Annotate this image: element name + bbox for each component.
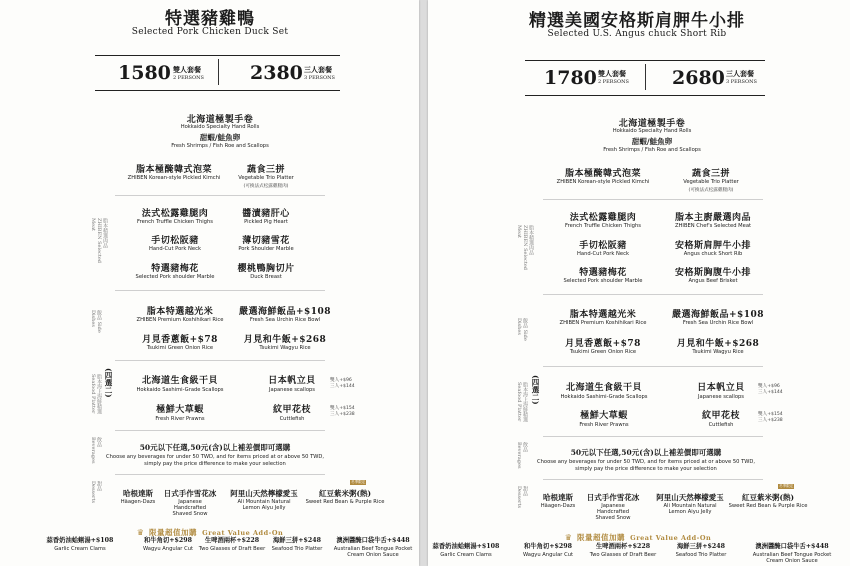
meat-item: 法式松露雞腿肉	[141, 209, 209, 219]
side-label-rice: 飯品 Side Dishes	[90, 310, 102, 333]
seafood-item-en: Japanese scallops	[269, 387, 315, 393]
seafood-item-en: Fresh River Prawns	[579, 422, 629, 428]
hand-roll-sub-en: Fresh Shrimps / Fish Roe and Scallops	[603, 147, 701, 153]
beverage-note: simply pay the price difference to make your selection	[575, 466, 717, 472]
seafood-item-en: Japanese scallops	[698, 394, 744, 400]
dessert-item-en: Häagen-Dazs	[120, 499, 156, 505]
meat-item-en: Angus Beef Brisket	[688, 278, 738, 284]
divider	[543, 294, 763, 295]
hand-roll-sub: 甜蝦/鮭魚卵	[199, 133, 241, 142]
divider	[115, 430, 325, 431]
kimchi-title: 脂本極醃韓式泡菜	[135, 165, 213, 175]
dessert-item: 哈根達斯	[123, 489, 153, 498]
divider	[115, 474, 325, 475]
seafood-item: 北海道生食級干貝	[565, 383, 643, 393]
addon-item-en: Garlic Cream Clams	[440, 552, 492, 558]
rice-item-en: ZHIBEN Premium Koshihikari Rice	[559, 320, 647, 326]
meat-item-en: Selected Pork shoulder Marble	[135, 274, 215, 280]
addon-item: 生啤酒兩杯+$228	[595, 543, 651, 550]
dessert-item-en: Sweet Red Bean & Purple Rice	[305, 499, 385, 505]
rice-item: 嚴選海鮮飯品+$108	[238, 307, 332, 317]
divider	[115, 360, 325, 361]
hand-roll-en: Hokkaido Specialty Hand Rolls	[180, 124, 260, 130]
addon-item: 澳洲醬醃口袋牛舌+$448	[336, 537, 410, 544]
side-label-meat: 脂本精選肉品 ZHIBEN Selected Meat	[516, 225, 534, 271]
divider	[543, 436, 763, 437]
addon-title: 限量超值加購	[577, 533, 626, 542]
crown-icon: ♛	[564, 533, 572, 542]
seafood-item: 北海道生食級干貝	[141, 376, 219, 386]
addon-item: 蒜香奶油蛤蜊湯+$108	[46, 537, 114, 544]
dessert-item: 日式手作雪花冰	[586, 493, 640, 502]
beverage-note: Choose any beverages for under 50 TWD, and for items priced at or above 50 TWD,	[536, 459, 756, 465]
dessert-item: 日式手作雪花冰	[163, 489, 217, 498]
rice-item-en: Tsukimi Wagyu Rice	[692, 349, 744, 355]
seafood-item: 紋甲花枝	[701, 411, 741, 421]
rice-item: 月見和牛飯+$268	[243, 335, 327, 345]
seafood-item: 極鮮大草蝦	[580, 411, 628, 421]
seafood-surcharge: 雙人+$96 三人+$144	[758, 384, 783, 395]
dessert-item-en: Sweet Red Bean & Purple Rice	[728, 503, 808, 509]
price-3p-label: 三人套餐	[726, 69, 754, 78]
side-label-rice: 飯品 Side Dishes	[516, 318, 528, 341]
divider	[543, 199, 763, 200]
seafood-item: 日本帆立貝	[697, 383, 745, 393]
veg-title: 蔬食三拼	[691, 169, 731, 179]
side-label-beverage: 飲品 Beverages	[516, 442, 528, 469]
meat-item: 安格斯胸腹牛小排	[674, 268, 752, 278]
side-label-dessert: 甜品 Desserts	[516, 486, 528, 509]
meat-item-en: Selected Pork shoulder Marble	[563, 278, 643, 284]
veg-note: (可換法式松露雞腿肉)	[688, 188, 734, 193]
rice-item: 脂本特選越光米	[569, 310, 637, 320]
dessert-item: 阿里山天然檸檬愛玉	[230, 489, 298, 498]
page-title: 特選豬雞鴨	[165, 9, 255, 29]
meat-item-en: Hand-Cut Pork Neck	[577, 251, 629, 257]
price-divider	[645, 64, 646, 90]
seasonal-badge: 冬季限定	[351, 480, 366, 484]
price-3p: 2380	[250, 62, 303, 84]
rice-item: 脂本特選越光米	[146, 307, 214, 317]
veg-title: 蔬食三拼	[246, 165, 286, 175]
meat-item: 安格斯肩胛牛小排	[674, 241, 752, 251]
addon-title-en: Great Value Add-On	[202, 529, 284, 537]
seafood-item-en: Hokkaido Sashimi-Grade Scallops	[560, 394, 648, 400]
veg-en: Vegetable Trio Platter	[238, 175, 294, 181]
meat-item: 櫻桃鴨胸切片	[237, 264, 295, 274]
price-3p: 2680	[672, 67, 725, 89]
page-subtitle: Selected U.S. Angus chuck Short Rib	[547, 29, 727, 39]
addon-title: 限量超值加購	[149, 528, 198, 537]
meat-item: 特選豬梅花	[151, 264, 199, 274]
meat-item-en: ZHIBEN Chef's Selected Meat	[674, 223, 752, 229]
kimchi-title: 脂本極醃韓式泡菜	[564, 169, 642, 179]
seafood-item: 紋甲花枝	[272, 405, 312, 415]
addon-item: 生啤酒兩杯+$228	[204, 537, 260, 544]
page-subtitle: Selected Pork Chicken Duck Set	[131, 27, 289, 37]
divider	[543, 479, 763, 480]
price-2p-label: 雙人套餐	[598, 69, 626, 78]
addon-item: 和牛角切+$298	[524, 543, 572, 550]
price-3p-en: 3 PERSONS	[304, 75, 335, 81]
menu-page-right	[428, 0, 850, 566]
addon-item: 蒜香奶油蛤蜊湯+$108	[432, 543, 500, 550]
addon-item: 海鮮三拼+$248	[273, 537, 321, 544]
meat-item: 特選豬梅花	[579, 268, 627, 278]
meat-item: 薄切豬雪花	[242, 236, 290, 246]
dessert-item-en: Ali Mountain Natural Lemon Aiyu Jelly	[663, 503, 717, 515]
dessert-item-en: Japanese Handcrafted Shaved Snow	[595, 503, 631, 521]
rice-item-en: Fresh Sea Urchin Rice Bowl	[249, 317, 321, 323]
side-label-meat: 脂本精選肉品 ZHIBEN Selected Meat	[90, 218, 108, 264]
price-2p-en: 2 PERSONS	[598, 79, 629, 85]
meat-item-en: Pork Shoulder Marble	[238, 246, 294, 252]
veg-note: (可換法式松露雞腿肉)	[243, 184, 289, 189]
hand-roll-sub: 甜蝦/鮭魚卵	[631, 137, 673, 146]
crown-icon: ♛	[136, 528, 144, 537]
price-2p: 1780	[544, 67, 597, 89]
addon-item-en: Garlic Cream Clams	[54, 546, 106, 552]
divider	[115, 195, 325, 196]
meat-item-en: French Truffle Chicken Thighs	[137, 219, 213, 225]
seasonal-badge: 冬季限定	[779, 484, 794, 488]
menu-page-left	[0, 0, 419, 566]
seafood-surcharge: 雙人+$154 三人+$238	[758, 412, 783, 423]
seafood-surcharge: 雙人+$154 三人+$238	[330, 406, 355, 417]
dessert-item: 紅豆紫米粥(熱)	[318, 489, 372, 498]
dessert-item-en: Ali Mountain Natural Lemon Aiyu Jelly	[237, 499, 291, 511]
seafood-item: 極鮮大草蝦	[156, 405, 204, 415]
seafood-item-en: Cuttlefish	[708, 422, 734, 428]
meat-item: 脂本主廚嚴選肉品	[674, 213, 752, 223]
meat-item: 手切松阪豬	[151, 236, 199, 246]
seafood-item: 日本帆立貝	[268, 376, 316, 386]
hand-roll-en: Hokkaido Specialty Hand Rolls	[612, 128, 692, 134]
seafood-surcharge: 雙人+$96 三人+$144	[330, 378, 355, 389]
addon-item: 和牛角切+$298	[144, 537, 192, 544]
meat-item-en: French Truffle Chicken Thighs	[565, 223, 641, 229]
hand-roll-title: 北海道極製手卷	[186, 115, 254, 125]
addon-item-en: Wagyu Angular Cut	[142, 546, 194, 552]
kimchi-en: ZHIBEN Korean-style Pickled Kimchi	[556, 179, 650, 185]
meat-item: 醬漬豬肝心	[242, 209, 290, 219]
addon-title-en: Great Value Add-On	[630, 534, 712, 542]
kimchi-en: ZHIBEN Korean-style Pickled Kimchi	[127, 175, 221, 181]
rice-item-en: Tsukimi Green Onion Rice	[569, 349, 637, 355]
meat-item-en: Duck Breast	[250, 274, 282, 280]
page-title: 精選美國安格斯肩胛牛小排	[529, 11, 745, 31]
addon-item-en: Two Glasses of Draft Beer	[589, 552, 657, 558]
side-label-seafood: 脂本海上海鮮精選 Seafood Platter	[90, 374, 102, 414]
dessert-item: 哈根達斯	[543, 493, 573, 502]
addon-item: 澳洲醬醃口袋牛舌+$448	[755, 543, 829, 550]
rice-item: 嚴選海鮮飯品+$108	[671, 310, 765, 320]
seafood-item-en: Hokkaido Sashimi-Grade Scallops	[136, 387, 224, 393]
addon-item-en: Wagyu Angular Cut	[522, 552, 574, 558]
side-label-seafood: 脂本海上海鮮精選 Seafood Platter	[516, 382, 528, 422]
rice-item: 月見香蔥飯+$78	[565, 339, 641, 349]
seafood-tag: (四選二)	[531, 375, 540, 405]
beverage-title: 50元以下任選,50元(含)以上補差價即可選購	[570, 448, 722, 457]
addon-item-en: Seafood Trio Platter	[675, 552, 727, 558]
rice-item-en: Tsukimi Wagyu Rice	[259, 345, 311, 351]
meat-item-en: Angus chuck Short Rib	[683, 251, 743, 257]
price-3p-label: 三人套餐	[304, 65, 332, 74]
price-2p-label: 雙人套餐	[173, 65, 201, 74]
price-2p-en: 2 PERSONS	[173, 75, 204, 81]
addon-item-en: Two Glasses of Draft Beer	[198, 546, 266, 552]
beverage-note: Choose any beverages for under 50 TWD, and for items priced at or above 50 TWD,	[105, 454, 325, 460]
dessert-item: 阿里山天然檸檬愛玉	[656, 493, 724, 502]
side-label-beverage: 飲品 Beverages	[90, 437, 102, 464]
meat-item-en: Hand-Cut Pork Neck	[149, 246, 201, 252]
price-divider	[218, 59, 219, 85]
beverage-note: simply pay the price difference to make your selection	[144, 461, 286, 467]
addon-item-en: Australian Beef Tongue Pocket Cream Onion Sauce	[752, 552, 832, 564]
addon-item-en: Seafood Trio Platter	[271, 546, 323, 552]
dessert-item-en: Häagen-Dazs	[540, 503, 576, 509]
rice-item-en: Fresh Sea Urchin Rice Bowl	[682, 320, 754, 326]
meat-item-en: Pickled Pig Heart	[244, 219, 288, 225]
seafood-item-en: Cuttlefish	[279, 416, 305, 422]
veg-en: Vegetable Trio Platter	[683, 179, 739, 185]
seafood-item-en: Fresh River Prawns	[155, 416, 205, 422]
hand-roll-sub-en: Fresh Shrimps / Fish Roe and Scallops	[171, 143, 269, 149]
meat-item: 手切松阪豬	[579, 241, 627, 251]
meat-item: 法式松露雞腿肉	[569, 213, 637, 223]
side-label-dessert: 甜品 Desserts	[90, 481, 102, 504]
dessert-item-en: Japanese Handcrafted Shaved Snow	[172, 499, 208, 517]
rice-item-en: Tsukimi Green Onion Rice	[146, 345, 214, 351]
seafood-tag: (四選二)	[104, 368, 113, 398]
divider	[115, 290, 325, 291]
hand-roll-title: 北海道極製手卷	[618, 119, 686, 129]
price-2p: 1580	[118, 62, 171, 84]
addon-item-en: Australian Beef Tongue Pocket Cream Onion Sauce	[333, 546, 413, 558]
rice-item-en: ZHIBEN Premium Koshihikari Rice	[136, 317, 224, 323]
rice-item: 月見和牛飯+$268	[676, 339, 760, 349]
addon-item: 海鮮三拼+$248	[677, 543, 725, 550]
price-3p-en: 3 PERSONS	[726, 79, 757, 85]
dessert-item: 紅豆紫米粥(熱)	[741, 493, 795, 502]
divider	[543, 366, 763, 367]
rice-item: 月見香蔥飯+$78	[142, 335, 218, 345]
beverage-title: 50元以下任選,50元(含)以上補差價即可選購	[139, 443, 291, 452]
